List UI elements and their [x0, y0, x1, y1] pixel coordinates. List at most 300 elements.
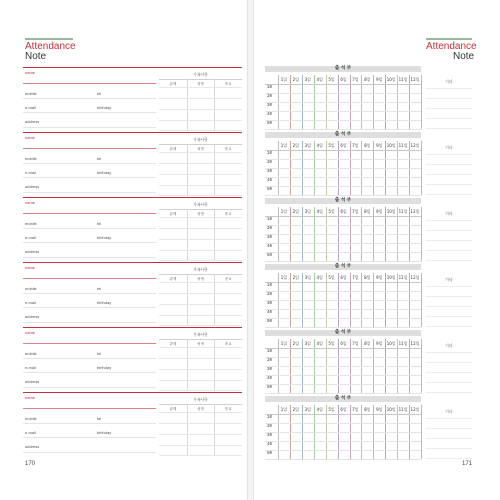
attendance-row-label: 50	[267, 188, 273, 192]
name-label: name	[25, 330, 36, 335]
attendance-row-line	[265, 432, 421, 433]
family-grid-column: 성명	[197, 342, 204, 346]
attendance-row-label: 50	[267, 320, 273, 324]
family-grid-title: 가족사항	[193, 72, 208, 77]
memo-line	[426, 174, 472, 175]
email-label: e-mail	[25, 430, 36, 435]
attendance-block	[265, 396, 421, 459]
attendance-column-line	[421, 273, 422, 327]
mobile-label: mobile	[25, 351, 37, 356]
attendance-row-label: 20	[267, 227, 273, 231]
family-grid-column: 성명	[197, 147, 204, 151]
right-title-bar	[426, 38, 472, 40]
memo-line	[426, 316, 472, 317]
block-top-rule	[23, 262, 242, 263]
day-label: 5일	[328, 275, 335, 280]
family-grid	[159, 200, 242, 261]
day-label: 12일	[410, 143, 420, 148]
tel-label: tel	[97, 351, 102, 356]
family-grid-row-line	[159, 445, 242, 446]
day-label: 2일	[292, 209, 300, 214]
family-grid-row-line	[159, 174, 242, 175]
memo-label: 기타	[445, 277, 453, 282]
memo-line	[426, 250, 472, 251]
day-label: 3일	[304, 341, 311, 346]
day-label: 10일	[386, 407, 396, 412]
day-label: 6일	[340, 341, 347, 346]
day-label: 1일	[280, 143, 288, 148]
family-grid-row-line	[159, 217, 242, 218]
attendance-row-label: 10	[267, 86, 273, 90]
memo-line	[426, 448, 472, 449]
attendance-row-label: 40	[267, 311, 273, 315]
email-label: e-mail	[25, 105, 36, 110]
day-label: 11일	[398, 341, 408, 346]
day-label: 1일	[280, 77, 288, 82]
memo-line	[426, 296, 472, 297]
attendance-row-line	[265, 291, 421, 292]
memo-line	[426, 372, 472, 373]
attendance-row-line	[265, 168, 421, 169]
left-page	[0, 0, 248, 500]
attendance-row-line	[265, 102, 421, 103]
contact-block	[23, 392, 242, 456]
email-line	[23, 242, 156, 243]
family-grid-row-line	[159, 304, 242, 305]
family-grid-row-line	[159, 250, 242, 251]
family-grid-row-line	[159, 87, 242, 88]
name-line	[23, 213, 156, 214]
day-label: 7일	[352, 407, 359, 412]
mobile-label: mobile	[25, 91, 37, 96]
tel-label: tel	[97, 91, 102, 96]
memo-label: 기타	[445, 79, 453, 84]
family-grid-column: 관계	[169, 82, 177, 86]
day-label: 11일	[398, 275, 408, 280]
day-label: 2일	[292, 143, 300, 148]
memo-line	[426, 382, 472, 383]
contact-block	[23, 132, 242, 196]
birthday-label: birthday	[97, 105, 112, 110]
family-grid	[159, 265, 242, 326]
mobile-label: mobile	[25, 221, 37, 226]
day-label: 10일	[386, 143, 396, 148]
memo-line	[426, 428, 472, 429]
family-grid-row-line	[159, 239, 242, 240]
attendance-row-line	[265, 318, 421, 319]
day-label: 11일	[398, 407, 408, 412]
block-top-rule	[23, 197, 242, 198]
family-grid-column: 종교	[224, 82, 232, 86]
email-label: e-mail	[25, 365, 36, 370]
family-grid	[159, 395, 242, 456]
day-label: 2일	[292, 407, 300, 412]
name-label: name	[25, 135, 36, 140]
attendance-row-line	[265, 393, 421, 394]
email-line	[23, 112, 156, 113]
block-top-rule	[23, 327, 242, 328]
attendance-row-line	[265, 327, 421, 328]
memo-panel	[426, 142, 472, 203]
left-title: Attendance	[25, 41, 76, 52]
day-label: 1일	[280, 407, 288, 412]
attendance-row-line	[265, 111, 421, 112]
left-subtitle: Note	[25, 51, 47, 62]
mobile-label: mobile	[25, 156, 37, 161]
block-top-rule	[23, 392, 242, 393]
family-grid-row-line	[159, 185, 242, 186]
memo-line	[426, 118, 472, 119]
day-label: 5일	[328, 407, 335, 412]
address-line	[23, 127, 156, 128]
address-line	[23, 452, 156, 453]
day-label: 8일	[364, 143, 371, 148]
day-label: 5일	[328, 209, 335, 214]
memo-panel	[426, 76, 472, 137]
attendance-header: 출 석 부	[265, 264, 421, 270]
family-grid-column: 성명	[197, 212, 204, 216]
attendance-row-line	[265, 459, 421, 460]
attendance-row-label: 10	[267, 350, 273, 354]
day-label: 7일	[352, 341, 359, 346]
family-grid-title: 가족사항	[193, 267, 208, 272]
family-grid-row-line	[159, 423, 242, 424]
memo-line	[426, 154, 472, 155]
email-line	[23, 372, 156, 373]
right-subtitle: Note	[453, 51, 475, 62]
attendance-row-line	[265, 243, 421, 244]
attendance-row-line	[265, 348, 421, 349]
mobile-line	[23, 163, 156, 164]
memo-line	[426, 240, 472, 241]
birthday-label: birthday	[97, 235, 112, 240]
name-label: name	[25, 395, 36, 400]
name-line	[23, 83, 156, 84]
name-label: name	[25, 70, 36, 75]
address-line	[23, 257, 156, 258]
family-grid-row-line	[159, 369, 242, 370]
day-label: 12일	[410, 407, 420, 412]
attendance-row-label: 10	[267, 416, 273, 420]
memo-line	[426, 88, 472, 89]
address-label: address	[25, 379, 40, 384]
day-label: 8일	[364, 275, 371, 280]
day-label: 4일	[316, 275, 323, 280]
attendance-row-line	[265, 195, 421, 196]
family-grid	[159, 135, 242, 196]
memo-line	[426, 418, 472, 419]
family-grid-row-line	[159, 380, 242, 381]
day-label: 8일	[364, 407, 371, 412]
email-line	[23, 437, 156, 438]
family-grid	[159, 330, 242, 391]
name-label: name	[25, 200, 36, 205]
attendance-header: 출 석 부	[265, 132, 421, 138]
day-label: 7일	[352, 143, 359, 148]
attendance-row-line	[265, 366, 421, 367]
attendance-row-label: 40	[267, 179, 273, 183]
day-label: 12일	[410, 209, 420, 214]
attendance-header: 출 석 부	[265, 396, 421, 402]
memo-line	[426, 326, 472, 327]
email-label: e-mail	[25, 300, 36, 305]
attendance-row-label: 20	[267, 425, 273, 429]
attendance-column-line	[421, 339, 422, 393]
email-line	[23, 307, 156, 308]
day-label: 2일	[292, 275, 300, 280]
day-label: 10일	[386, 77, 396, 82]
attendance-row-line	[265, 186, 421, 187]
family-grid-column: 종교	[224, 277, 232, 281]
attendance-row-line	[265, 150, 421, 151]
birthday-label: birthday	[97, 170, 112, 175]
attendance-row-line	[265, 384, 421, 385]
tel-label: tel	[97, 416, 102, 421]
attendance-row-line	[265, 129, 421, 130]
address-line	[23, 322, 156, 323]
memo-line	[426, 184, 472, 185]
day-label: 12일	[410, 275, 420, 280]
family-grid-row-line	[159, 390, 242, 391]
attendance-row-label: 20	[267, 95, 273, 99]
attendance-row-line	[265, 177, 421, 178]
mobile-label: mobile	[25, 416, 37, 421]
family-grid-title: 가족사항	[193, 202, 208, 207]
day-label: 12일	[410, 77, 420, 82]
attendance-row-label: 50	[267, 386, 273, 390]
attendance-block	[265, 264, 421, 327]
address-label: address	[25, 119, 40, 124]
day-label: 3일	[304, 275, 311, 280]
family-grid	[159, 70, 242, 131]
attendance-block	[265, 66, 421, 129]
email-line	[23, 177, 156, 178]
day-label: 6일	[340, 143, 347, 148]
block-top-rule	[23, 132, 242, 133]
memo-line	[426, 392, 472, 393]
day-label: 4일	[316, 143, 323, 148]
day-label: 12일	[410, 341, 420, 346]
email-label: e-mail	[25, 170, 36, 175]
memo-panel	[426, 406, 472, 467]
family-grid-row-line	[159, 293, 242, 294]
birthday-label: birthday	[97, 430, 112, 435]
family-grid-row-line	[159, 455, 242, 456]
day-label: 1일	[280, 341, 288, 346]
memo-line	[426, 458, 472, 459]
address-label: address	[25, 184, 40, 189]
attendance-header: 출 석 부	[265, 66, 421, 72]
family-grid-title: 가족사항	[193, 332, 208, 337]
mobile-line	[23, 293, 156, 294]
family-grid-column: 종교	[224, 407, 232, 411]
family-grid-row-line	[159, 152, 242, 153]
memo-label: 기타	[445, 409, 453, 414]
attendance-row-line	[265, 252, 421, 253]
day-label: 8일	[364, 341, 371, 346]
attendance-column-line	[421, 75, 422, 129]
attendance-row-label: 20	[267, 359, 273, 363]
day-label: 11일	[398, 77, 408, 82]
contact-block	[23, 262, 242, 326]
day-label: 1일	[280, 209, 288, 214]
family-grid-row-line	[159, 163, 242, 164]
day-label: 1일	[280, 275, 288, 280]
attendance-column-line	[421, 207, 422, 261]
name-line	[23, 408, 156, 409]
attendance-row-line	[265, 93, 421, 94]
attendance-row-label: 40	[267, 245, 273, 249]
mobile-label: mobile	[25, 286, 37, 291]
day-label: 10일	[386, 275, 396, 280]
family-grid-column: 관계	[169, 277, 177, 281]
family-grid-column: 관계	[169, 147, 177, 151]
memo-line	[426, 164, 472, 165]
family-grid-row-line	[159, 434, 242, 435]
family-grid-row-line	[159, 260, 242, 261]
memo-line	[426, 128, 472, 129]
memo-label: 기타	[445, 145, 453, 150]
day-label: 10일	[386, 341, 396, 346]
day-label: 9일	[376, 209, 383, 214]
day-label: 5일	[328, 77, 335, 82]
attendance-row-line	[265, 84, 421, 85]
address-label: address	[25, 444, 40, 449]
attendance-column-line	[421, 405, 422, 459]
memo-line	[426, 98, 472, 99]
attendance-row-line	[265, 216, 421, 217]
day-label: 3일	[304, 143, 311, 148]
attendance-row-label: 30	[267, 302, 273, 306]
day-label: 4일	[316, 77, 323, 82]
day-label: 8일	[364, 209, 371, 214]
name-label: name	[25, 265, 36, 270]
mobile-line	[23, 228, 156, 229]
contact-block	[23, 67, 242, 131]
family-grid-column: 관계	[169, 212, 177, 216]
right-title: Attendance	[426, 41, 477, 52]
attendance-block	[265, 330, 421, 393]
mobile-line	[23, 423, 156, 424]
attendance-row-label: 10	[267, 284, 273, 288]
family-grid-row-line	[159, 315, 242, 316]
attendance-row-label: 20	[267, 293, 273, 297]
memo-line	[426, 362, 472, 363]
family-grid-column: 성명	[197, 407, 204, 411]
attendance-row-line	[265, 441, 421, 442]
address-line	[23, 387, 156, 388]
memo-panel	[426, 340, 472, 401]
attendance-block	[265, 198, 421, 261]
day-label: 8일	[364, 77, 371, 82]
memo-label: 기타	[445, 211, 453, 216]
attendance-row-label: 30	[267, 104, 273, 108]
name-line	[23, 343, 156, 344]
day-label: 10일	[386, 209, 396, 214]
memo-line	[426, 286, 472, 287]
attendance-row-label: 40	[267, 377, 273, 381]
family-grid-column: 종교	[224, 147, 232, 151]
day-label: 7일	[352, 77, 359, 82]
attendance-row-line	[265, 309, 421, 310]
address-line	[23, 192, 156, 193]
left-title-bar	[25, 38, 73, 40]
attendance-row-label: 30	[267, 170, 273, 174]
attendance-row-label: 50	[267, 254, 273, 258]
attendance-row-label: 10	[267, 218, 273, 222]
family-grid-column: 종교	[224, 212, 232, 216]
attendance-row-label: 10	[267, 152, 273, 156]
memo-panel	[426, 208, 472, 269]
attendance-row-label: 40	[267, 113, 273, 117]
email-label: e-mail	[25, 235, 36, 240]
memo-line	[426, 352, 472, 353]
attendance-row-label: 50	[267, 122, 273, 126]
family-grid-row-line	[159, 358, 242, 359]
right-page-number: 171	[462, 461, 473, 467]
name-line	[23, 278, 156, 279]
attendance-row-label: 20	[267, 161, 273, 165]
attendance-row-line	[265, 375, 421, 376]
family-grid-column: 관계	[169, 342, 177, 346]
family-grid-row-line	[159, 195, 242, 196]
day-label: 6일	[340, 77, 347, 82]
day-label: 4일	[316, 209, 323, 214]
left-page-number: 170	[25, 461, 36, 467]
day-label: 4일	[316, 341, 323, 346]
family-grid-row-line	[159, 228, 242, 229]
attendance-row-label: 40	[267, 443, 273, 447]
memo-panel	[426, 274, 472, 335]
attendance-row-line	[265, 357, 421, 358]
day-label: 9일	[376, 407, 383, 412]
attendance-row-line	[265, 423, 421, 424]
birthday-label: birthday	[97, 300, 112, 305]
memo-line	[426, 220, 472, 221]
memo-line	[426, 108, 472, 109]
day-label: 3일	[304, 209, 311, 214]
mobile-line	[23, 358, 156, 359]
tel-label: tel	[97, 221, 102, 226]
day-label: 5일	[328, 143, 335, 148]
address-label: address	[25, 249, 40, 254]
day-label: 11일	[398, 209, 408, 214]
family-grid-title: 가족사항	[193, 137, 208, 142]
day-label: 6일	[340, 407, 347, 412]
attendance-row-label: 30	[267, 368, 273, 372]
address-label: address	[25, 314, 40, 319]
attendance-row-line	[265, 450, 421, 451]
name-line	[23, 148, 156, 149]
attendance-header: 출 석 부	[265, 198, 421, 204]
attendance-row-label: 50	[267, 452, 273, 456]
attendance-row-label: 30	[267, 236, 273, 240]
day-label: 5일	[328, 341, 335, 346]
tel-label: tel	[97, 286, 102, 291]
memo-label: 기타	[445, 343, 453, 348]
attendance-row-line	[265, 414, 421, 415]
family-grid-row-line	[159, 347, 242, 348]
attendance-block	[265, 132, 421, 195]
day-label: 9일	[376, 143, 383, 148]
attendance-row-line	[265, 261, 421, 262]
family-grid-title: 가족사항	[193, 397, 208, 402]
attendance-row-line	[265, 282, 421, 283]
attendance-row-line	[265, 159, 421, 160]
day-label: 9일	[376, 341, 383, 346]
family-grid-column: 성명	[197, 277, 204, 281]
contact-block	[23, 327, 242, 391]
